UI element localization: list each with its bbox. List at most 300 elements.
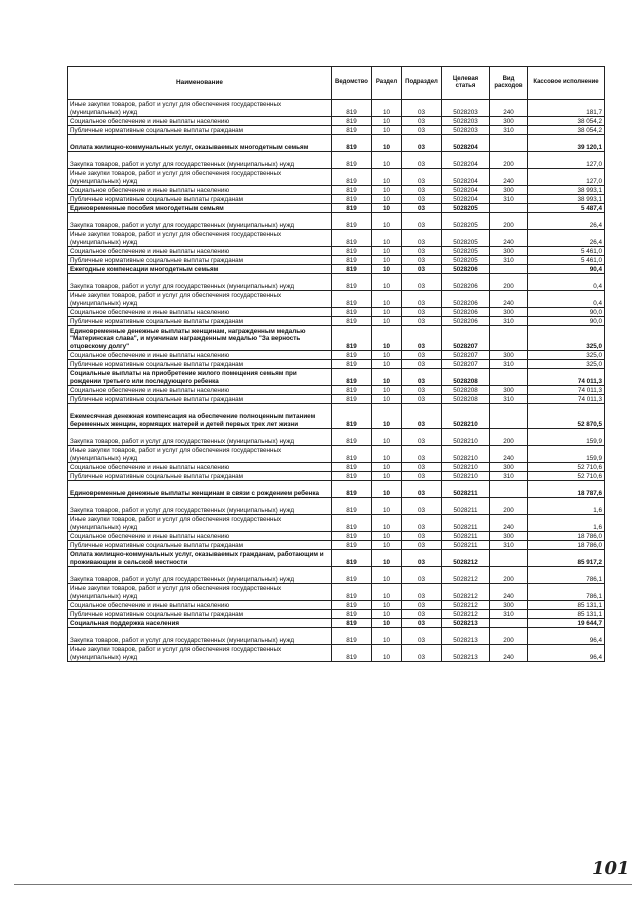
row-podrazdel: 03: [402, 601, 442, 610]
header-podrazdel: Подраздел: [402, 67, 442, 100]
row-name: Социальное обеспечение и иные выплаты населению: [68, 308, 332, 317]
row-razdel: 10: [372, 169, 402, 186]
row-vedomstvo: 819: [332, 481, 372, 498]
row-name: Публичные нормативные социальные выплаты гражданам: [68, 317, 332, 326]
row-podrazdel: 03: [402, 265, 442, 274]
row-vedomstvo: 819: [332, 117, 372, 126]
row-celevaya-statya: 5028204: [442, 186, 490, 195]
header-celevaya-statya: Целевая статья: [442, 67, 490, 100]
row-vedomstvo: 819: [332, 429, 372, 446]
row-celevaya-statya: 5028212: [442, 550, 490, 567]
table-row: [68, 532, 605, 541]
row-kassovoe-ispolnenie: 786,1: [528, 567, 605, 584]
row-celevaya-statya: 5028206: [442, 317, 490, 326]
row-name: Единовременные денежные выплаты женщинам, награжденным медалью "Материнская слава", и мужчинам награжденным медалью "За верность отцовскому долгу": [68, 326, 332, 351]
row-vedomstvo: 819: [332, 186, 372, 195]
row-vid-rashodov: 300: [490, 308, 528, 317]
row-kassovoe-ispolnenie: 181,7: [528, 100, 605, 117]
row-celevaya-statya: 5028212: [442, 584, 490, 601]
row-name: Публичные нормативные социальные выплаты гражданам: [68, 472, 332, 481]
row-kassovoe-ispolnenie: 39 120,1: [528, 135, 605, 152]
row-podrazdel: 03: [402, 256, 442, 265]
row-vedomstvo: 819: [332, 628, 372, 645]
row-name: Публичные нормативные социальные выплаты гражданам: [68, 541, 332, 550]
row-vedomstvo: 819: [332, 395, 372, 404]
row-podrazdel: 03: [402, 360, 442, 369]
table-row: [68, 628, 605, 645]
row-razdel: 10: [372, 195, 402, 204]
row-name: Ежемесячная денежная компенсация на обеспечение полноценным питанием беременных женщин, кормящих матерей и детей первых трех лет жизни: [68, 404, 332, 429]
row-podrazdel: 03: [402, 429, 442, 446]
table-row: [68, 265, 605, 274]
row-razdel: 10: [372, 126, 402, 135]
row-razdel: 10: [372, 395, 402, 404]
row-celevaya-statya: 5028206: [442, 265, 490, 274]
row-razdel: 10: [372, 429, 402, 446]
row-celevaya-statya: 5028213: [442, 628, 490, 645]
row-celevaya-statya: 5028203: [442, 100, 490, 117]
table-row: [68, 584, 605, 601]
row-kassovoe-ispolnenie: 96,4: [528, 645, 605, 662]
row-vedomstvo: 819: [332, 601, 372, 610]
row-kassovoe-ispolnenie: 26,4: [528, 230, 605, 247]
row-vedomstvo: 819: [332, 619, 372, 628]
row-vedomstvo: 819: [332, 515, 372, 532]
row-podrazdel: 03: [402, 247, 442, 256]
row-podrazdel: 03: [402, 628, 442, 645]
row-podrazdel: 03: [402, 515, 442, 532]
row-podrazdel: 03: [402, 169, 442, 186]
row-kassovoe-ispolnenie: 18 786,0: [528, 541, 605, 550]
row-podrazdel: 03: [402, 126, 442, 135]
row-razdel: 10: [372, 351, 402, 360]
row-podrazdel: 03: [402, 291, 442, 308]
row-celevaya-statya: 5028211: [442, 481, 490, 498]
row-vedomstvo: 819: [332, 446, 372, 463]
row-vid-rashodov: 240: [490, 169, 528, 186]
row-vid-rashodov: [490, 619, 528, 628]
row-podrazdel: 03: [402, 195, 442, 204]
row-razdel: 10: [372, 369, 402, 386]
row-celevaya-statya: 5028212: [442, 610, 490, 619]
row-kassovoe-ispolnenie: 90,0: [528, 317, 605, 326]
row-razdel: 10: [372, 152, 402, 169]
row-razdel: 10: [372, 135, 402, 152]
row-vid-rashodov: 310: [490, 395, 528, 404]
table-row: [68, 369, 605, 386]
table-row: [68, 100, 605, 117]
row-name: Социальное обеспечение и иные выплаты населению: [68, 386, 332, 395]
row-podrazdel: 03: [402, 463, 442, 472]
row-podrazdel: 03: [402, 472, 442, 481]
row-celevaya-statya: 5028212: [442, 567, 490, 584]
row-celevaya-statya: 5028204: [442, 135, 490, 152]
row-name: Социальное обеспечение и иные выплаты населению: [68, 247, 332, 256]
row-celevaya-statya: 5028211: [442, 532, 490, 541]
row-razdel: 10: [372, 472, 402, 481]
row-celevaya-statya: 5028212: [442, 601, 490, 610]
row-vid-rashodov: [490, 550, 528, 567]
row-celevaya-statya: 5028211: [442, 498, 490, 515]
row-vid-rashodov: 310: [490, 195, 528, 204]
row-razdel: 10: [372, 256, 402, 265]
row-kassovoe-ispolnenie: 159,9: [528, 446, 605, 463]
row-kassovoe-ispolnenie: 325,0: [528, 360, 605, 369]
row-vid-rashodov: 300: [490, 351, 528, 360]
row-celevaya-statya: 5028205: [442, 213, 490, 230]
row-podrazdel: 03: [402, 386, 442, 395]
table-row: [68, 351, 605, 360]
row-razdel: 10: [372, 186, 402, 195]
row-kassovoe-ispolnenie: 325,0: [528, 351, 605, 360]
row-celevaya-statya: 5028211: [442, 541, 490, 550]
row-razdel: 10: [372, 628, 402, 645]
row-vedomstvo: 819: [332, 360, 372, 369]
table-row: [68, 274, 605, 291]
row-podrazdel: 03: [402, 532, 442, 541]
row-kassovoe-ispolnenie: 5 461,0: [528, 256, 605, 265]
row-name: Иные закупки товаров, работ и услуг для обеспечения государственных (муниципальных) нужд: [68, 645, 332, 662]
row-vid-rashodov: [490, 135, 528, 152]
table-body: [68, 100, 605, 662]
row-name: Социальное обеспечение и иные выплаты населению: [68, 532, 332, 541]
row-kassovoe-ispolnenie: 38 054,2: [528, 117, 605, 126]
row-name: Иные закупки товаров, работ и услуг для обеспечения государственных (муниципальных) нужд: [68, 100, 332, 117]
row-kassovoe-ispolnenie: 90,0: [528, 308, 605, 317]
row-kassovoe-ispolnenie: 5 487,4: [528, 204, 605, 213]
row-razdel: 10: [372, 550, 402, 567]
row-razdel: 10: [372, 274, 402, 291]
table-row: [68, 463, 605, 472]
row-name: Закупка товаров, работ и услуг для государственных (муниципальных) нужд: [68, 567, 332, 584]
row-vid-rashodov: 200: [490, 628, 528, 645]
row-vedomstvo: 819: [332, 308, 372, 317]
table-row: [68, 308, 605, 317]
row-celevaya-statya: 5028205: [442, 256, 490, 265]
row-celevaya-statya: 5028207: [442, 360, 490, 369]
row-celevaya-statya: 5028207: [442, 326, 490, 351]
row-vid-rashodov: [490, 204, 528, 213]
row-name: Закупка товаров, работ и услуг для государственных (муниципальных) нужд: [68, 429, 332, 446]
row-podrazdel: 03: [402, 369, 442, 386]
row-name: Социальные выплаты на приобретение жилого помещения семьям при рождении третьего или последующего ребенка: [68, 369, 332, 386]
row-razdel: 10: [372, 541, 402, 550]
row-vid-rashodov: 240: [490, 645, 528, 662]
row-kassovoe-ispolnenie: 1,6: [528, 515, 605, 532]
header-name: Наименование: [68, 67, 332, 100]
row-celevaya-statya: 5028210: [442, 472, 490, 481]
row-podrazdel: 03: [402, 584, 442, 601]
row-podrazdel: 03: [402, 204, 442, 213]
row-vid-rashodov: 200: [490, 274, 528, 291]
row-vid-rashodov: [490, 326, 528, 351]
row-vid-rashodov: 240: [490, 584, 528, 601]
row-razdel: 10: [372, 446, 402, 463]
row-vid-rashodov: 240: [490, 291, 528, 308]
row-vid-rashodov: 300: [490, 463, 528, 472]
table-row: [68, 291, 605, 308]
row-vedomstvo: 819: [332, 645, 372, 662]
row-kassovoe-ispolnenie: 38 054,2: [528, 126, 605, 135]
table-row: [68, 247, 605, 256]
table-row: [68, 404, 605, 429]
row-name: Иные закупки товаров, работ и услуг для обеспечения государственных (муниципальных) нужд: [68, 169, 332, 186]
table-row: [68, 481, 605, 498]
table-row: [68, 472, 605, 481]
row-vedomstvo: 819: [332, 317, 372, 326]
row-kassovoe-ispolnenie: 52 870,5: [528, 404, 605, 429]
row-vid-rashodov: 310: [490, 541, 528, 550]
row-celevaya-statya: 5028204: [442, 152, 490, 169]
row-vedomstvo: 819: [332, 369, 372, 386]
bottom-divider: [14, 884, 632, 885]
row-celevaya-statya: 5028213: [442, 619, 490, 628]
row-razdel: 10: [372, 100, 402, 117]
row-name: Ежегодные компенсации многодетным семьям: [68, 265, 332, 274]
table-row: [68, 186, 605, 195]
row-celevaya-statya: 5028208: [442, 386, 490, 395]
row-kassovoe-ispolnenie: 74 011,3: [528, 386, 605, 395]
header-kassovoe-ispolnenie: Кассовое исполнение: [528, 67, 605, 100]
row-podrazdel: 03: [402, 317, 442, 326]
row-razdel: 10: [372, 317, 402, 326]
row-name: Социальное обеспечение и иные выплаты населению: [68, 117, 332, 126]
header-vedomstvo: Ведомство: [332, 67, 372, 100]
row-podrazdel: 03: [402, 645, 442, 662]
row-vedomstvo: 819: [332, 204, 372, 213]
row-vid-rashodov: 240: [490, 230, 528, 247]
table-row: [68, 386, 605, 395]
row-celevaya-statya: 5028207: [442, 351, 490, 360]
row-podrazdel: 03: [402, 100, 442, 117]
row-vid-rashodov: [490, 481, 528, 498]
row-razdel: 10: [372, 386, 402, 395]
row-podrazdel: 03: [402, 152, 442, 169]
row-kassovoe-ispolnenie: 96,4: [528, 628, 605, 645]
table-row: [68, 169, 605, 186]
row-name: Публичные нормативные социальные выплаты гражданам: [68, 360, 332, 369]
table-row: [68, 195, 605, 204]
row-celevaya-statya: 5028211: [442, 515, 490, 532]
row-name: Иные закупки товаров, работ и услуг для обеспечения государственных (муниципальных) нужд: [68, 584, 332, 601]
row-vid-rashodov: 240: [490, 515, 528, 532]
row-vedomstvo: 819: [332, 386, 372, 395]
row-name: Социальная поддержка населения: [68, 619, 332, 628]
row-vedomstvo: 819: [332, 291, 372, 308]
table-row: [68, 567, 605, 584]
row-vid-rashodov: 200: [490, 152, 528, 169]
row-vedomstvo: 819: [332, 404, 372, 429]
row-vedomstvo: 819: [332, 126, 372, 135]
row-podrazdel: 03: [402, 308, 442, 317]
row-vedomstvo: 819: [332, 265, 372, 274]
table-row: [68, 317, 605, 326]
row-vedomstvo: 819: [332, 472, 372, 481]
row-vid-rashodov: 310: [490, 360, 528, 369]
row-podrazdel: 03: [402, 498, 442, 515]
row-razdel: 10: [372, 532, 402, 541]
row-razdel: 10: [372, 645, 402, 662]
row-vid-rashodov: 310: [490, 126, 528, 135]
row-name: Иные закупки товаров, работ и услуг для обеспечения государственных (муниципальных) нужд: [68, 446, 332, 463]
row-kassovoe-ispolnenie: 0,4: [528, 291, 605, 308]
row-celevaya-statya: 5028210: [442, 429, 490, 446]
row-name: Закупка товаров, работ и услуг для государственных (муниципальных) нужд: [68, 628, 332, 645]
row-celevaya-statya: 5028204: [442, 169, 490, 186]
row-kassovoe-ispolnenie: 26,4: [528, 213, 605, 230]
row-vedomstvo: 819: [332, 152, 372, 169]
row-vedomstvo: 819: [332, 213, 372, 230]
row-name: Публичные нормативные социальные выплаты гражданам: [68, 256, 332, 265]
row-kassovoe-ispolnenie: 5 461,0: [528, 247, 605, 256]
header-razdel: Раздел: [372, 67, 402, 100]
row-vedomstvo: 819: [332, 230, 372, 247]
table-row: [68, 152, 605, 169]
row-vid-rashodov: 240: [490, 446, 528, 463]
row-vid-rashodov: 200: [490, 213, 528, 230]
row-kassovoe-ispolnenie: 0,4: [528, 274, 605, 291]
row-podrazdel: 03: [402, 326, 442, 351]
row-celevaya-statya: 5028210: [442, 446, 490, 463]
row-name: Закупка товаров, работ и услуг для государственных (муниципальных) нужд: [68, 498, 332, 515]
row-celevaya-statya: 5028204: [442, 195, 490, 204]
row-kassovoe-ispolnenie: 38 993,1: [528, 186, 605, 195]
row-celevaya-statya: 5028206: [442, 274, 490, 291]
row-podrazdel: 03: [402, 274, 442, 291]
row-name: Публичные нормативные социальные выплаты гражданам: [68, 195, 332, 204]
table-row: [68, 550, 605, 567]
page-number: 101: [592, 858, 630, 879]
table-row: [68, 446, 605, 463]
row-vedomstvo: 819: [332, 610, 372, 619]
row-name: Иные закупки товаров, работ и услуг для обеспечения государственных (муниципальных) нужд: [68, 291, 332, 308]
row-celevaya-statya: 5028205: [442, 247, 490, 256]
row-vedomstvo: 819: [332, 351, 372, 360]
row-celevaya-statya: 5028206: [442, 308, 490, 317]
table-row: [68, 395, 605, 404]
row-celevaya-statya: 5028213: [442, 645, 490, 662]
row-kassovoe-ispolnenie: 85 917,2: [528, 550, 605, 567]
table-row: [68, 126, 605, 135]
table-row: [68, 326, 605, 351]
row-vid-rashodov: 240: [490, 100, 528, 117]
row-vid-rashodov: 310: [490, 317, 528, 326]
row-podrazdel: 03: [402, 619, 442, 628]
row-celevaya-statya: 5028206: [442, 291, 490, 308]
row-vid-rashodov: 300: [490, 186, 528, 195]
row-vid-rashodov: 300: [490, 386, 528, 395]
row-vid-rashodov: 310: [490, 610, 528, 619]
row-podrazdel: 03: [402, 395, 442, 404]
row-podrazdel: 03: [402, 550, 442, 567]
row-razdel: 10: [372, 584, 402, 601]
table-row: [68, 230, 605, 247]
row-kassovoe-ispolnenie: 38 993,1: [528, 195, 605, 204]
row-razdel: 10: [372, 463, 402, 472]
row-kassovoe-ispolnenie: 85 131,1: [528, 601, 605, 610]
row-vedomstvo: 819: [332, 169, 372, 186]
table-row: [68, 360, 605, 369]
row-razdel: 10: [372, 308, 402, 317]
row-razdel: 10: [372, 481, 402, 498]
row-kassovoe-ispolnenie: 90,4: [528, 265, 605, 274]
row-vedomstvo: 819: [332, 541, 372, 550]
row-vedomstvo: 819: [332, 463, 372, 472]
row-podrazdel: 03: [402, 117, 442, 126]
row-kassovoe-ispolnenie: 786,1: [528, 584, 605, 601]
row-name: Публичные нормативные социальные выплаты гражданам: [68, 395, 332, 404]
row-name: Закупка товаров, работ и услуг для государственных (муниципальных) нужд: [68, 152, 332, 169]
row-podrazdel: 03: [402, 135, 442, 152]
row-name: Закупка товаров, работ и услуг для государственных (муниципальных) нужд: [68, 213, 332, 230]
row-vedomstvo: 819: [332, 532, 372, 541]
row-razdel: 10: [372, 265, 402, 274]
row-vedomstvo: 819: [332, 195, 372, 204]
row-vedomstvo: 819: [332, 100, 372, 117]
row-razdel: 10: [372, 291, 402, 308]
row-kassovoe-ispolnenie: 52 710,6: [528, 463, 605, 472]
row-razdel: 10: [372, 360, 402, 369]
row-vedomstvo: 819: [332, 567, 372, 584]
row-name: Единовременные пособия многодетным семьям: [68, 204, 332, 213]
table-row: [68, 610, 605, 619]
row-kassovoe-ispolnenie: 74 011,3: [528, 395, 605, 404]
row-vid-rashodov: 300: [490, 532, 528, 541]
row-razdel: 10: [372, 498, 402, 515]
row-podrazdel: 03: [402, 610, 442, 619]
row-podrazdel: 03: [402, 541, 442, 550]
row-vedomstvo: 819: [332, 135, 372, 152]
row-vedomstvo: 819: [332, 498, 372, 515]
row-razdel: 10: [372, 404, 402, 429]
table-row: [68, 619, 605, 628]
row-kassovoe-ispolnenie: 159,9: [528, 429, 605, 446]
table-row: [68, 117, 605, 126]
row-kassovoe-ispolnenie: 52 710,6: [528, 472, 605, 481]
row-celevaya-statya: 5028208: [442, 369, 490, 386]
row-podrazdel: 03: [402, 404, 442, 429]
row-podrazdel: 03: [402, 186, 442, 195]
row-name: Публичные нормативные социальные выплаты гражданам: [68, 126, 332, 135]
row-celevaya-statya: 5028203: [442, 126, 490, 135]
row-name: Оплата жилищно-коммунальных услуг, оказываемых гражданам, работающим и проживающим в сельской местности: [68, 550, 332, 567]
table-row: [68, 204, 605, 213]
row-name: Иные закупки товаров, работ и услуг для обеспечения государственных (муниципальных) нужд: [68, 230, 332, 247]
row-kassovoe-ispolnenie: 1,6: [528, 498, 605, 515]
row-vedomstvo: 819: [332, 247, 372, 256]
row-name: Публичные нормативные социальные выплаты гражданам: [68, 610, 332, 619]
row-razdel: 10: [372, 213, 402, 230]
row-razdel: 10: [372, 619, 402, 628]
row-razdel: 10: [372, 204, 402, 213]
row-vedomstvo: 819: [332, 550, 372, 567]
table-row: [68, 256, 605, 265]
row-celevaya-statya: 5028210: [442, 463, 490, 472]
header-vid-rashodov: Вид расходов: [490, 67, 528, 100]
row-vid-rashodov: 300: [490, 247, 528, 256]
row-name: Оплата жилищно-коммунальных услуг, оказываемых многодетным семьям: [68, 135, 332, 152]
row-celevaya-statya: 5028210: [442, 404, 490, 429]
row-name: Социальное обеспечение и иные выплаты населению: [68, 601, 332, 610]
table-row: [68, 601, 605, 610]
table-row: [68, 541, 605, 550]
table-row: [68, 515, 605, 532]
table-header-row: [68, 67, 605, 100]
budget-table: [67, 66, 605, 662]
row-vid-rashodov: 300: [490, 601, 528, 610]
row-name: Социальное обеспечение и иные выплаты населению: [68, 186, 332, 195]
row-kassovoe-ispolnenie: 18 786,0: [528, 532, 605, 541]
